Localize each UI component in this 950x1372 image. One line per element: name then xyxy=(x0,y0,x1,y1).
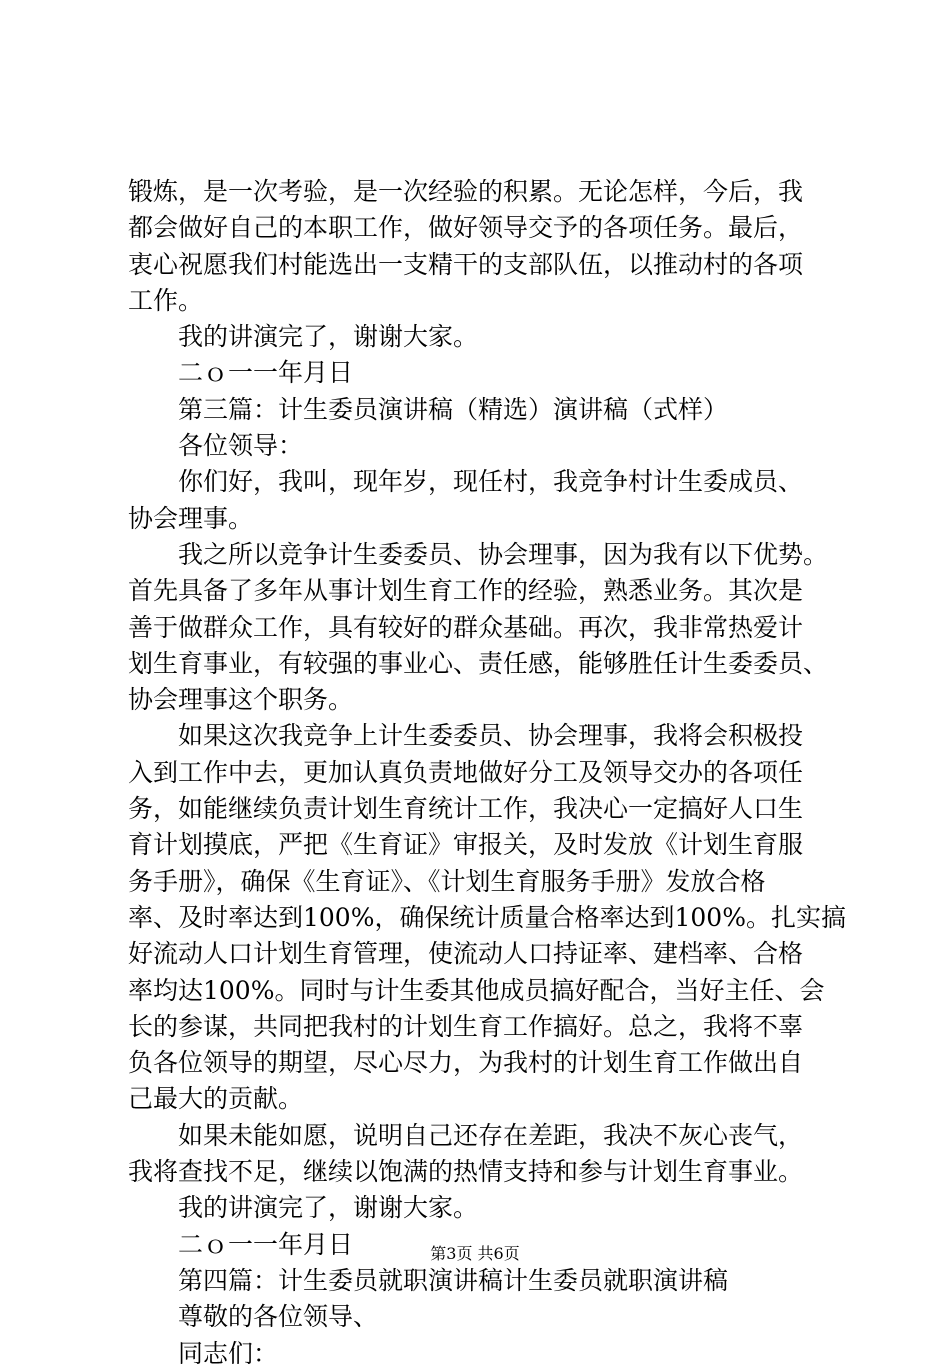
text-line: 你们好，我叫，现年岁，现任村，我竞争村计生委成员、 xyxy=(178,467,804,497)
text-line: 我之所以竞争计生委委员、协会理事，因为我有以下优势。 xyxy=(178,539,829,569)
text-line: 善于做群众工作，具有较好的群众基础。再次，我非常热爱计 xyxy=(128,612,804,642)
text-line: 入到工作中去，更加认真负责地做好分工及领导交办的各项任 xyxy=(128,757,804,787)
text-line: 工作。 xyxy=(128,285,204,315)
text-line: 我的讲演完了，谢谢大家。 xyxy=(178,1193,479,1223)
text-line: 长的参谋，共同把我村的计划生育工作搞好。总之，我将不辜 xyxy=(128,1011,804,1041)
text-line: 协会理事。 xyxy=(128,503,254,533)
text-line: 二ｏ一一年月日 xyxy=(178,358,354,388)
text-line: 各位领导： xyxy=(178,431,304,461)
text-line: 衷心祝愿我们村能选出一支精干的支部队伍，以推动村的各项 xyxy=(128,249,804,279)
document-body xyxy=(128,174,846,1372)
text-line: 我将查找不足，继续以饱满的热情支持和参与计划生育事业。 xyxy=(128,1157,804,1187)
text-line: 如果未能如愿，说明自己还存在差距，我决不灰心丧气， xyxy=(178,1120,804,1150)
page-footer: 第3页 共6页 xyxy=(430,1244,520,1263)
text-line: 第三篇：计生委员演讲稿（精选）演讲稿（式样） xyxy=(178,394,729,424)
text-line: 率均达100%。同时与计生委其他成员搞好配合，当好主任、会 xyxy=(128,975,825,1005)
text-line: 好流动人口计划生育管理，使流动人口持证率、建档率、合格 xyxy=(128,939,804,969)
text-line: 负各位领导的期望，尽心尽力，为我村的计划生育工作做出自 xyxy=(128,1048,804,1078)
text-line: 如果这次我竞争上计生委委员、协会理事，我将会积极投 xyxy=(178,721,804,751)
text-line: 率、及时率达到100%，确保统计质量合格率达到100%。扎实搞 xyxy=(128,902,846,932)
text-line: 己最大的贡献。 xyxy=(128,1084,304,1114)
text-line: 协会理事这个职务。 xyxy=(128,685,354,715)
text-line: 我的讲演完了，谢谢大家。 xyxy=(178,322,479,352)
text-line: 首先具备了多年从事计划生育工作的经验，熟悉业务。其次是 xyxy=(128,576,804,606)
text-line: 锻炼，是一次考验，是一次经验的积累。无论怎样，今后，我 xyxy=(128,177,804,206)
text-line: 育计划摸底，严把《生育证》审报关，及时发放《计划生育服 xyxy=(128,830,804,860)
text-line: 同志们： xyxy=(178,1338,279,1368)
text-line: 务手册》，确保《生育证》、《计划生育服务手册》发放合格 xyxy=(128,866,766,896)
text-line: 尊敬的各位领导、 xyxy=(178,1302,379,1332)
text-line: 二ｏ一一年月日 xyxy=(178,1229,354,1259)
text-line: 划生育事业，有较强的事业心、责任感，能够胜任计生委委员、 xyxy=(128,648,829,678)
text-line: 第四篇：计生委员就职演讲稿计生委员就职演讲稿 xyxy=(178,1265,729,1295)
text-line: 都会做好自己的本职工作，做好领导交予的各项任务。最后， xyxy=(128,213,804,243)
text-line: 务，如能继续负责计划生育统计工作，我决心一定搞好人口生 xyxy=(128,794,804,824)
